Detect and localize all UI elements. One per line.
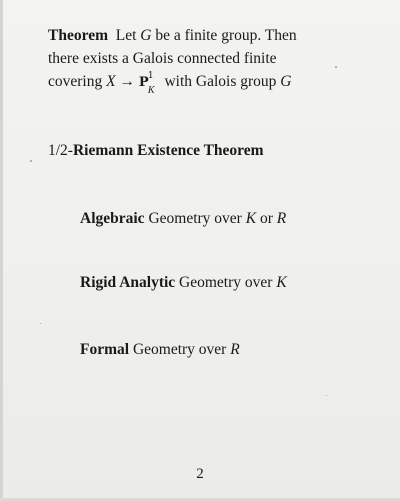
arrow-symbol: →	[115, 73, 139, 90]
scan-speck	[30, 160, 32, 162]
theorem-line-2: there exists a Galois connected finite	[48, 50, 277, 67]
riemann-prefix: 1/2-	[48, 142, 73, 159]
item-algebraic-var-k: K	[245, 210, 257, 227]
theorem-label: Theorem	[48, 27, 108, 44]
item-algebraic-conj: or	[256, 210, 277, 227]
item-algebraic-label: Algebraic	[80, 210, 145, 227]
item-rigid-text: Geometry over	[175, 274, 277, 291]
item-rigid-var-k: K	[276, 274, 287, 291]
projective-subscript: K	[147, 85, 155, 96]
item-formal-text: Geometry over	[129, 341, 231, 358]
projective-line-symbol	[138, 71, 155, 96]
scan-speck	[326, 395, 327, 396]
theorem-line3-mid: with Galois group	[160, 73, 281, 90]
item-formal-label: Formal	[80, 341, 130, 358]
galois-group-variable: G	[280, 73, 292, 90]
riemann-heading	[48, 142, 264, 160]
item-formal	[80, 341, 240, 359]
group-variable: G	[140, 27, 152, 44]
theorem-line-1	[48, 24, 378, 47]
item-algebraic	[80, 210, 286, 228]
theorem-line3-start: covering	[48, 73, 107, 90]
item-rigid-label: Rigid Analytic	[80, 274, 176, 291]
item-algebraic-text: Geometry over	[144, 210, 246, 227]
theorem-line1-rest: be a finite group. Then	[151, 27, 297, 44]
item-algebraic-var-r: R	[276, 210, 287, 227]
item-rigid-analytic	[80, 274, 287, 292]
item-formal-var-r: R	[230, 341, 240, 358]
theorem-line1-text: Let	[115, 27, 141, 44]
projective-p: P	[138, 75, 149, 90]
scan-speck	[335, 66, 337, 68]
covering-variable: X	[106, 73, 116, 90]
riemann-title: Riemann Existence Theorem	[72, 142, 264, 159]
theorem-block	[48, 24, 378, 94]
theorem-line-3	[48, 70, 378, 94]
page-number: 2	[196, 466, 204, 482]
page-edge-left	[0, 0, 3, 501]
projective-superscript: 1	[147, 71, 154, 81]
scan-speck	[40, 323, 41, 324]
